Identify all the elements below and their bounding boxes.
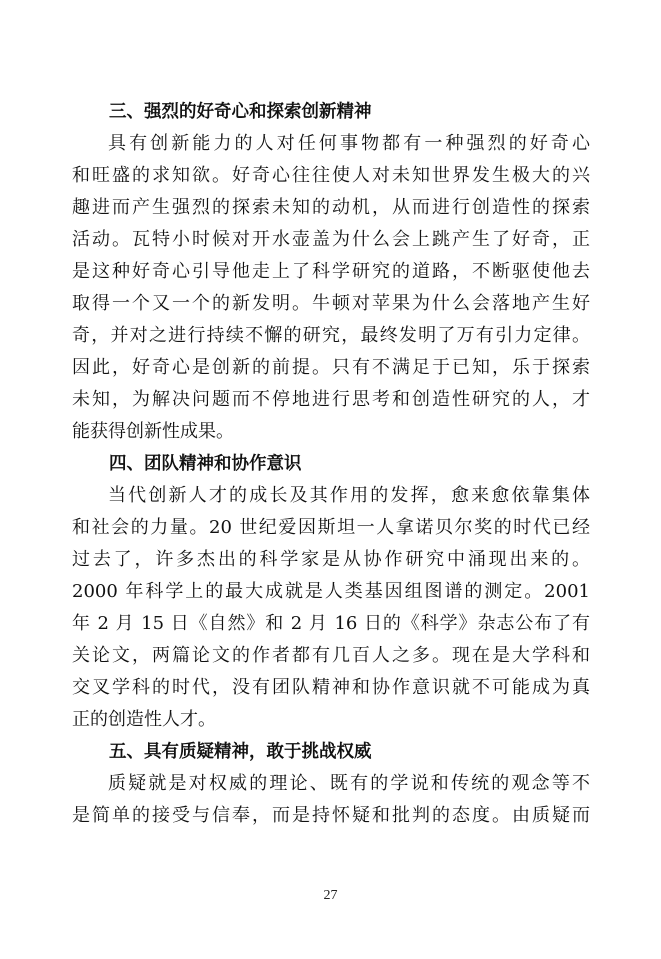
- text-line: 质疑就是对权威的理论、既有的学说和传统的观念等不: [108, 773, 590, 794]
- text-line: 过去了，许多杰出的科学家是从协作研究中涌现出来的。: [72, 549, 590, 570]
- section-5-paragraph: [72, 768, 590, 832]
- text-line: 关论文，两篇论文的作者都有几百人之多。现在是大学科和: [72, 645, 590, 666]
- text-line: 是这种好奇心引导他走上了科学研究的道路，不断驱使他去: [72, 261, 590, 282]
- text-line: 年 2 月 15 日《自然》和 2 月 16 日的《科学》杂志公布了有: [72, 613, 590, 634]
- section-heading-5: 五、具有质疑精神，敢于挑战权威: [109, 742, 372, 762]
- text-line: 具有创新能力的人对任何事物都有一种强烈的好奇心: [108, 133, 590, 154]
- page-body: [72, 96, 590, 832]
- section-heading-4: 四、团队精神和协作意识: [109, 454, 302, 474]
- text-line: 能获得创新性成果。: [72, 421, 234, 442]
- text-line: 未知，为解决问题而不停地进行思考和创造性研究的人，才: [72, 389, 590, 410]
- text-line: 趣进而产生强烈的探索未知的动机，从而进行创造性的探索: [72, 197, 590, 218]
- text-line: 和旺盛的求知欲。好奇心往往使人对未知世界发生极大的兴: [72, 165, 590, 186]
- text-line: 交叉学科的时代，没有团队精神和协作意识就不可能成为真: [72, 677, 590, 698]
- text-line: 是简单的接受与信奉，而是持怀疑和批判的态度。由质疑而: [72, 805, 590, 826]
- page-number: 27: [323, 888, 338, 903]
- text-line: 因此，好奇心是创新的前提。只有不满足于已知，乐于探索: [72, 357, 590, 378]
- text-line: 活动。瓦特小时候对开水壶盖为什么会上跳产生了好奇，正: [72, 229, 590, 250]
- text-line: 当代创新人才的成长及其作用的发挥，愈来愈依靠集体: [108, 485, 590, 506]
- text-line: 奇，并对之进行持续不懈的研究，最终发明了万有引力定律。: [72, 325, 590, 346]
- section-3-paragraph: [72, 128, 590, 448]
- text-line: 和社会的力量。20 世纪爱因斯坦一人拿诺贝尔奖的时代已经: [72, 517, 590, 538]
- section-heading-3: 三、强烈的好奇心和探索创新精神: [109, 102, 372, 122]
- text-line: 正的创造性人才。: [72, 709, 216, 730]
- section-4-paragraph: [72, 480, 590, 736]
- text-line: 2000 年科学上的最大成就是人类基因组图谱的测定。2001: [72, 581, 590, 602]
- text-line: 取得一个又一个的新发明。牛顿对苹果为什么会落地产生好: [72, 293, 590, 314]
